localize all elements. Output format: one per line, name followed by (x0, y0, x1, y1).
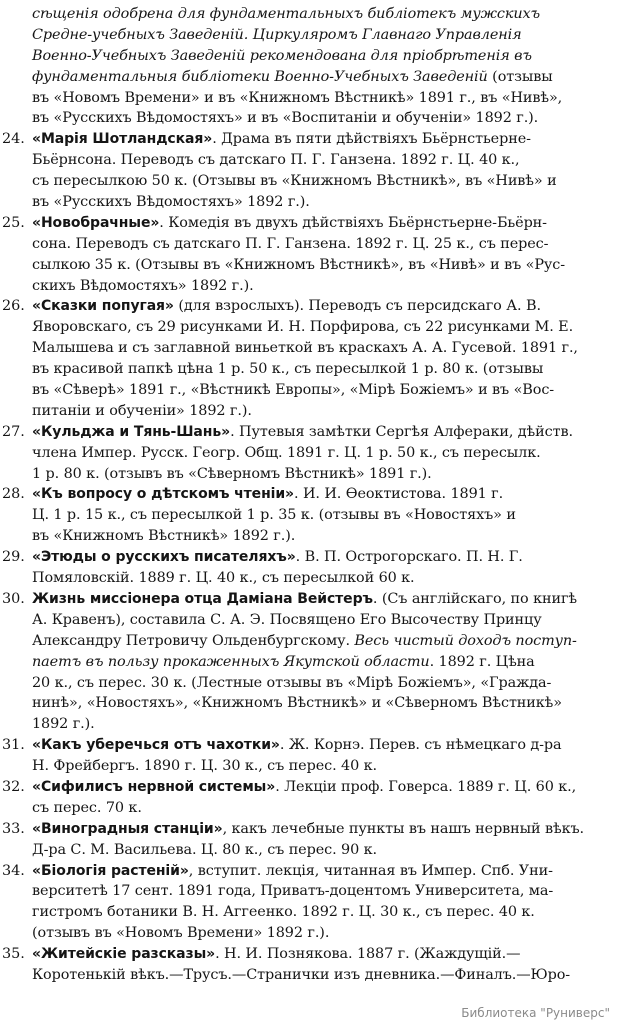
text-line (0, 714, 620, 735)
line-text (32, 881, 553, 902)
entry-number: 29. (2, 549, 25, 566)
text-segment: питаніи и обученіи» 1892 г.). (32, 402, 252, 419)
line-text (32, 213, 547, 234)
text-segment: (для взрослыхъ). Переводъ съ персидскаго А. В. (173, 298, 541, 315)
text-line (0, 568, 620, 589)
line-text (32, 484, 503, 505)
text-line (0, 401, 620, 422)
text-segment: . Комедія въ двухъ дѣйствіяхъ Бьёрнстьерне-Бьёрн- (159, 214, 547, 231)
line-text (32, 359, 543, 380)
line-text (32, 902, 535, 923)
italic-text: Средне-учебныхъ Заведеній. Циркуляромъ Главнаго Управленія (32, 26, 522, 43)
text-line (0, 338, 620, 359)
text-segment: А. Кравенъ), составила С. А. Э. Посвящено Его Высочеству Принцу (32, 611, 542, 628)
entry-number: 25. (2, 214, 25, 231)
text-segment: 1 р. 80 к. (отзывъ въ «Сѣверномъ Вѣстникѣ» 1891 г.). (32, 465, 432, 482)
line-text (32, 67, 553, 88)
line-text (32, 965, 570, 986)
line-text (32, 652, 535, 673)
text-segment: гистромъ ботаники В. Н. Аггеенко. 1892 г. Ц. 30 к., съ перес. 40 к. (32, 904, 535, 921)
line-text (32, 234, 548, 255)
book-title: «Новобрачные» (32, 214, 160, 231)
italic-text: паетъ въ пользу прокаженныхъ Якутской области (32, 653, 430, 670)
text-segment: . Лекціи проф. Говерса. 1889 г. Ц. 60 к., (275, 778, 577, 795)
text-segment: нинѣ», «Новостяхъ», «Книжномъ Вѣстникѣ» и «Сѣверномъ Вѣстникѣ» (32, 695, 562, 712)
text-line (0, 923, 620, 944)
text-line (0, 359, 620, 380)
book-title: «Житейскіе разсказы» (32, 946, 216, 963)
line-text (32, 401, 252, 422)
line-text (32, 88, 562, 109)
line-text (32, 380, 554, 401)
text-segment: Н. Фрейбергъ. 1890 г. Ц. 30 к., съ перес. 40 к. (32, 758, 377, 775)
text-segment: верситетѣ 17 сент. 1891 года, Приватъ-доцентомъ Университета, ма- (32, 883, 554, 900)
catalog-entry-first-line (0, 422, 620, 443)
text-segment: Д-ра С. М. Васильева. Ц. 80 к., съ перес. 90 к. (32, 841, 377, 858)
entry-number: 35. (2, 946, 25, 963)
line-text (32, 714, 95, 735)
catalog-entry-first-line (0, 777, 620, 798)
book-title: Жизнь миссіонера отца Даміана Вейстеръ (32, 590, 373, 607)
text-line (0, 171, 620, 192)
line-text (32, 589, 577, 610)
book-title: «Виноградныя станціи» (32, 820, 223, 837)
entry-number: 30. (2, 590, 25, 607)
entry-number: 33. (2, 820, 25, 837)
text-segment: , вступит. лекція, читанная въ Импер. Спб. Уни- (188, 862, 553, 879)
book-title: «Сказки попугая» (32, 298, 174, 315)
text-segment: въ «Русскихъ Вѣдомостяхъ» 1892 г.). (32, 194, 310, 211)
text-line (0, 840, 620, 861)
book-title: «Какъ уберечься отъ чахотки» (32, 737, 280, 754)
text-line (0, 317, 620, 338)
text-line (0, 380, 620, 401)
text-segment: . Ж. Корнэ. Перев. съ нѣмецкаго д-ра (279, 737, 562, 754)
line-text (32, 798, 142, 819)
text-line (0, 108, 620, 129)
line-text (32, 443, 541, 464)
italic-text: сѣщенія одобрена для фундаментальныхъ библіотекъ мужскихъ (32, 6, 541, 22)
entry-number: 32. (2, 778, 25, 795)
line-text (32, 150, 520, 171)
book-title: «Марія Шотландская» (32, 131, 213, 148)
entry-number: 31. (2, 737, 25, 754)
entry-number: 27. (2, 423, 25, 440)
text-line (0, 4, 620, 25)
catalog-entry-first-line (0, 861, 620, 882)
text-segment: 20 к., съ перес. 30 к. (Лестные отзывы въ «Мірѣ Божіемъ», «Граждa- (32, 674, 552, 691)
text-line (0, 652, 620, 673)
line-text (32, 526, 295, 547)
line-text (32, 819, 584, 840)
text-segment: съ пересылкою 50 к. (Отзывы въ «Книжномъ Вѣстникѣ», въ «Нивѣ» и (32, 173, 557, 190)
text-segment: въ «Книжномъ Вѣстникѣ» 1892 г.). (32, 528, 296, 545)
text-line (0, 234, 620, 255)
line-text (32, 276, 254, 297)
text-line (0, 88, 620, 109)
line-text (32, 171, 557, 192)
text-segment: Яворовскаго, съ 29 рисунками И. Н. Порфирова, съ 22 рисунками М. Е. (32, 319, 574, 336)
text-segment: Ц. 1 р. 15 к., съ пересылкой 1 р. 35 к. (отзывы въ «Новостяхъ» и (32, 507, 516, 524)
text-line (0, 25, 620, 46)
catalog-entry-first-line (0, 735, 620, 756)
text-segment: 1892 г.). (32, 716, 95, 733)
line-text (32, 568, 415, 589)
line-text (32, 923, 329, 944)
entry-number: 24. (2, 131, 25, 148)
text-segment: Бьёрнсона. Переводъ съ датскаго П. Г. Ганзена. 1892 г. Ц. 40 к., (32, 152, 520, 169)
entry-number: 34. (2, 862, 25, 879)
catalog-entry-first-line (0, 589, 620, 610)
catalog-entry-first-line (0, 547, 620, 568)
line-text (32, 255, 565, 276)
line-text (32, 4, 540, 25)
text-segment: . Драма въ пяти дѣйствіяхъ Бьёрнстьерне- (212, 131, 531, 148)
text-line (0, 255, 620, 276)
catalog-text (0, 4, 620, 986)
catalog-entry-first-line (0, 819, 620, 840)
text-segment: (отзывы (487, 68, 553, 85)
line-text (32, 505, 516, 526)
line-text (32, 46, 532, 67)
catalog-entry-first-line (0, 484, 620, 505)
line-text (32, 777, 576, 798)
text-segment: . В. П. Острогорскаго. П. Н. Г. (295, 549, 523, 566)
library-watermark: Библиотека "Руниверс" (461, 1006, 610, 1020)
entry-number: 28. (2, 486, 25, 503)
line-text (32, 296, 541, 317)
text-segment: . Путевыя замѣтки Сергѣя Алфераки, дѣйств. (230, 423, 573, 440)
text-segment: . 1892 г. Цѣна (429, 653, 535, 670)
text-line (0, 881, 620, 902)
text-segment: члена Импер. Русск. Геогр. Общ. 1891 г. Ц. 1 р. 50 к., съ пересылк. (32, 444, 541, 461)
entry-number: 26. (2, 298, 25, 315)
text-line (0, 673, 620, 694)
catalog-entry-first-line (0, 944, 620, 965)
text-line (0, 610, 620, 631)
text-segment: сылкою 35 к. (Отзывы въ «Книжномъ Вѣстникѣ», въ «Нивѣ» и въ «Рус- (32, 256, 566, 273)
book-title: «Этюды о русскихъ писателяхъ» (32, 549, 296, 566)
text-line (0, 464, 620, 485)
line-text (32, 108, 538, 129)
line-text (32, 25, 522, 46)
text-line (0, 902, 620, 923)
book-title: «Сифилисъ нервной системы» (32, 778, 276, 795)
catalog-entry-first-line (0, 129, 620, 150)
line-text (32, 693, 562, 714)
text-segment: въ «Русскихъ Вѣдомостяхъ» и въ «Воспитаніи и обученіи» 1892 г.). (32, 110, 539, 127)
text-line (0, 505, 620, 526)
line-text (32, 673, 551, 694)
book-title: «Къ вопросу о дѣтскомъ чтеніи» (32, 486, 294, 503)
line-text (32, 756, 377, 777)
line-text (32, 840, 377, 861)
line-text (32, 861, 553, 882)
book-title: «Кульджа и Тянь-Шань» (32, 423, 231, 440)
text-segment: скихъ Вѣдомостяхъ» 1892 г.). (32, 277, 254, 294)
text-line (0, 192, 620, 213)
text-line (0, 67, 620, 88)
text-segment: въ красивой папкѣ цѣна 1 р. 50 к., съ пересылкой 1 р. 80 к. (отзывы (32, 361, 544, 378)
text-segment: Коротенькій вѣкъ.—Трусъ.—Странички изъ дневника.—Финалъ.—Юро- (32, 966, 571, 983)
catalog-entry-first-line (0, 296, 620, 317)
line-text (32, 129, 531, 150)
text-segment: . И. И. Ѳеоктистова. 1891 г. (294, 486, 504, 503)
italic-text: фундаментальныя библіотеки Военно-Учебныхъ Заведеній (32, 68, 488, 85)
text-line (0, 756, 620, 777)
text-segment: Александру Петровичу Ольденбургскому. (32, 632, 355, 649)
text-segment: . Н. И. Познякова. 1887 г. (Жаждущій.— (215, 946, 521, 963)
line-text (32, 735, 562, 756)
text-line (0, 150, 620, 171)
text-segment: въ «Сѣверѣ» 1891 г., «Вѣстникѣ Европы», «Мірѣ Божіемъ» и въ «Вос- (32, 382, 555, 399)
italic-text: Военно-Учебныхъ Заведеній рекомендована для пріобрѣтенія въ (32, 47, 532, 64)
line-text (32, 338, 578, 359)
text-segment: сона. Переводъ съ датскаго П. Г. Ганзена. 1892 г. Ц. 25 к., съ перес- (32, 235, 549, 252)
text-line (0, 965, 620, 986)
text-line (0, 276, 620, 297)
book-title: «Біологія растеній» (32, 862, 189, 879)
line-text (32, 422, 573, 443)
text-segment: , какъ лечебные пункты въ нашъ нервный вѣкъ. (222, 820, 584, 837)
line-text (32, 317, 573, 338)
text-line (0, 631, 620, 652)
text-segment: . (Съ англійскаго, по книгѣ (372, 590, 577, 607)
line-text (32, 192, 310, 213)
line-text (32, 944, 520, 965)
text-segment: (отзывъ въ «Новомъ Времени» 1892 г.). (32, 925, 330, 942)
text-line (0, 526, 620, 547)
text-line (0, 443, 620, 464)
line-text (32, 610, 542, 631)
text-line (0, 693, 620, 714)
text-segment: Помяловскій. 1889 г. Ц. 40 к., съ пересылкой 60 к. (32, 570, 415, 587)
text-line (0, 46, 620, 67)
catalog-entry-first-line (0, 213, 620, 234)
line-text (32, 631, 577, 652)
text-segment: съ перес. 70 к. (32, 799, 142, 816)
text-segment: Малышева и съ заглавной виньеткой въ краскахъ А. А. Гусевой. 1891 г., (32, 340, 578, 357)
line-text (32, 547, 523, 568)
italic-text: Весь чистый доходъ поступ- (354, 632, 577, 649)
text-line (0, 798, 620, 819)
line-text (32, 464, 432, 485)
text-segment: въ «Новомъ Времени» и въ «Книжномъ Вѣстникѣ» 1891 г., въ «Нивѣ», (32, 89, 563, 106)
